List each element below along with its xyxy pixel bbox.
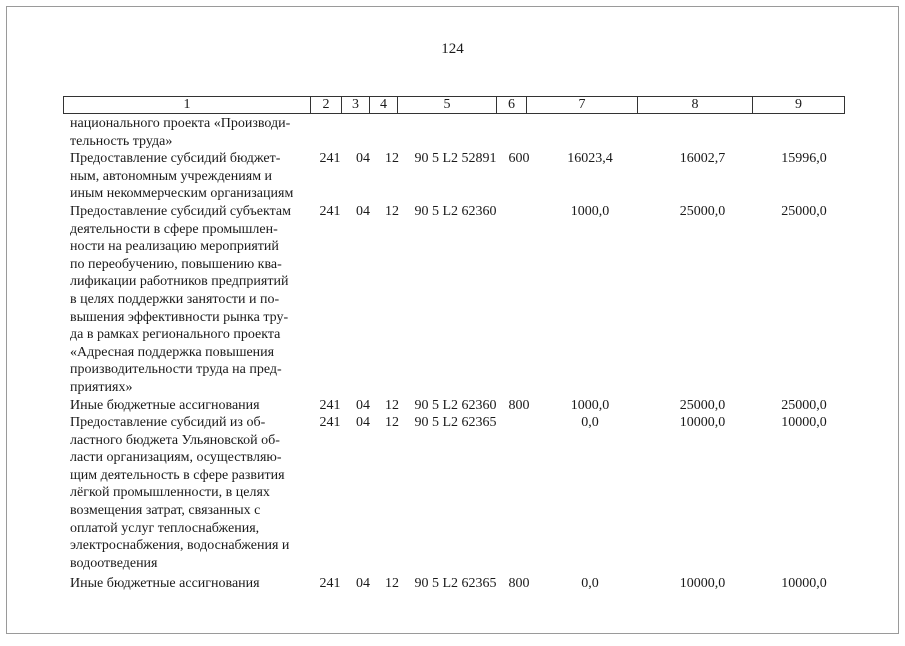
cell-col-4: 12 — [385, 151, 399, 167]
column-header-5: 5 — [398, 97, 497, 113]
row-name-line: ным, автономным учреждениям и — [70, 168, 273, 184]
row-name-line: по переобучению, повышению ква- — [70, 256, 282, 272]
row-name-line: Предоставление субсидий бюджет- — [70, 151, 281, 167]
cell-col-9: 15996,0 — [781, 151, 827, 167]
cell-col-8: 10000,0 — [679, 415, 726, 431]
column-header-7: 7 — [527, 97, 638, 113]
cell-col-7: 16023,4 — [567, 151, 613, 167]
table-row — [7, 575, 898, 593]
row-name-line: Иные бюджетные ассигнования — [70, 397, 260, 413]
row-name-line: приятиях» — [70, 379, 133, 395]
budget-table-body — [7, 115, 898, 593]
row-name-line: электроснабжения, водоснабжения и — [70, 538, 290, 554]
row-name-line: деятельности в сфере промышлен- — [70, 221, 278, 237]
column-header-6: 6 — [497, 97, 527, 113]
row-name-line: водоотведения — [70, 555, 158, 571]
cell-col-7: 0,0 — [581, 576, 599, 592]
cell-col-5: 90 5 L2 62365 — [414, 576, 497, 592]
row-name-line: «Адресная поддержка повышения — [70, 344, 275, 360]
row-name-line: вышения эффективности рынка тру- — [70, 309, 289, 325]
row-name-line: щим деятельность в сфере развития — [70, 467, 285, 483]
row-name-line: ластного бюджета Ульяновской об- — [70, 432, 280, 448]
cell-col-8: 25000,0 — [679, 397, 726, 413]
cell-col-5: 90 5 L2 62365 — [414, 415, 497, 431]
cell-col-9: 10000,0 — [781, 576, 827, 592]
cell-col-5: 90 5 L2 52891 — [414, 151, 497, 167]
column-header-1: 1 — [64, 97, 311, 113]
cell-col-3: 04 — [356, 415, 370, 431]
cell-col-6: 800 — [508, 397, 530, 413]
table-row — [7, 397, 898, 415]
cell-col-4 — [377, 115, 407, 150]
row-name — [70, 203, 311, 397]
cell-col-3: 04 — [356, 397, 370, 413]
cell-col-5 — [407, 115, 504, 150]
cell-col-9: 25000,0 — [781, 397, 827, 413]
cell-col-9: 10000,0 — [781, 415, 827, 431]
cell-col-2: 241 — [319, 415, 341, 431]
cell-col-3: 04 — [356, 576, 370, 592]
table-row — [7, 150, 898, 203]
cell-col-4: 12 — [385, 203, 399, 219]
cell-col-8: 16002,7 — [679, 151, 726, 167]
cell-col-3: 04 — [356, 203, 370, 219]
row-name — [70, 397, 311, 415]
row-name-line: ности на реализацию мероприятий — [70, 239, 279, 255]
cell-col-8: 25000,0 — [679, 203, 726, 219]
column-header-row — [63, 96, 845, 114]
cell-col-6: 600 — [508, 151, 530, 167]
column-header-4: 4 — [370, 97, 398, 113]
cell-col-6 — [504, 203, 534, 397]
cell-col-4: 12 — [385, 415, 399, 431]
cell-col-4: 12 — [385, 397, 399, 413]
row-name-line: да в рамках регионального проекта — [70, 327, 281, 343]
row-name-line: Иные бюджетные ассигнования — [70, 576, 260, 592]
cell-col-6: 800 — [508, 576, 530, 592]
cell-col-9: 25000,0 — [781, 203, 827, 219]
table-row — [7, 414, 898, 572]
cell-col-5: 90 5 L2 62360 — [414, 203, 497, 219]
cell-col-7: 1000,0 — [570, 397, 610, 413]
cell-col-8: 10000,0 — [679, 576, 726, 592]
row-name — [70, 150, 311, 203]
row-name — [70, 575, 311, 593]
cell-col-9 — [759, 115, 849, 150]
cell-col-7: 1000,0 — [570, 203, 610, 219]
table-row — [7, 203, 898, 397]
cell-col-2 — [311, 115, 349, 150]
cell-col-8 — [646, 115, 759, 150]
row-name-line: производительности труда на пред- — [70, 362, 282, 378]
row-name-line: в целях поддержки занятости и по- — [70, 291, 280, 307]
column-header-3: 3 — [342, 97, 370, 113]
row-name-line: иным некоммерческим организациям — [70, 186, 294, 202]
cell-col-6 — [504, 414, 534, 572]
column-header-9: 9 — [795, 97, 802, 112]
column-header-8: 8 — [638, 97, 753, 113]
row-name-line: национального проекта «Производи- — [70, 116, 291, 131]
page-number: 124 — [441, 41, 464, 57]
column-header-2: 2 — [311, 97, 342, 113]
row-name-line: лёгкой промышленности, в целях — [70, 485, 270, 501]
row-name-line: лификации работников предприятий — [70, 274, 289, 290]
cell-col-2: 241 — [319, 576, 341, 592]
cell-col-3: 04 — [356, 151, 370, 167]
document-page — [6, 6, 899, 634]
cell-col-7: 0,0 — [581, 415, 599, 431]
cell-col-3 — [349, 115, 377, 150]
table-row — [7, 115, 898, 150]
row-name-line: тельность труда» — [70, 133, 173, 149]
row-name — [70, 115, 311, 150]
cell-col-7 — [534, 115, 646, 150]
cell-col-5: 90 5 L2 62360 — [414, 397, 497, 413]
row-name-line: Предоставление субсидий из об- — [70, 415, 266, 431]
row-name-line: возмещения затрат, связанных с — [70, 503, 261, 519]
cell-col-4: 12 — [385, 576, 399, 592]
cell-col-2: 241 — [319, 151, 341, 167]
cell-col-2: 241 — [319, 203, 341, 219]
row-name-line: Предоставление субсидий субъектам — [70, 203, 291, 219]
cell-col-6 — [504, 115, 534, 150]
row-name-line: ласти организациям, осуществляю- — [70, 450, 282, 466]
cell-col-2: 241 — [319, 397, 341, 413]
row-name — [70, 414, 311, 572]
row-name-line: оплатой услуг теплоснабжения, — [70, 520, 260, 536]
